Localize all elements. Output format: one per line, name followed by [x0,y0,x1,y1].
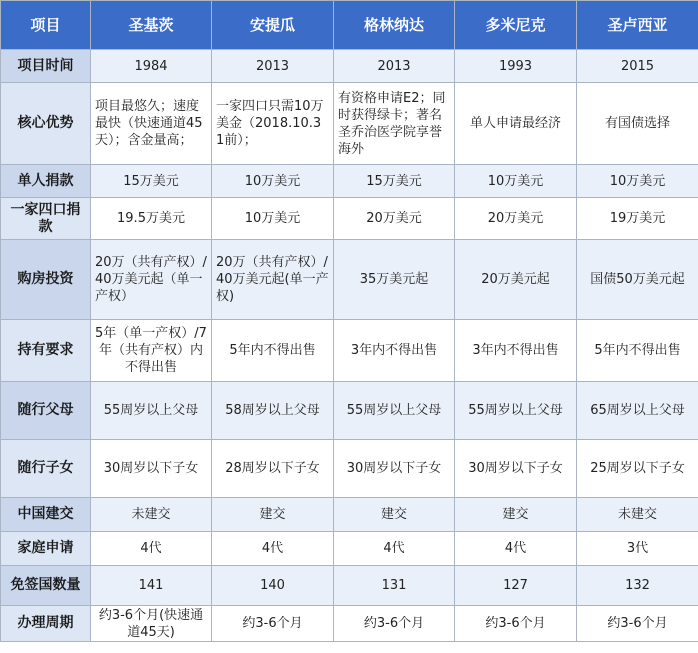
table-cell: 2015 [577,50,698,83]
row-label: 购房投资 [1,240,91,320]
header-cell-grenada: 格林纳达 [334,1,455,50]
row-label: 持有要求 [1,320,91,382]
table-cell: 25周岁以下子女 [577,440,698,498]
table-cell: 约3-6个月 [334,606,455,642]
table-row [1,240,698,320]
table-cell: 132 [577,566,698,606]
row-label: 随行父母 [1,382,91,440]
table-cell: 10万美元 [212,198,334,240]
row-label: 项目时间 [1,50,91,83]
row-label: 随行子女 [1,440,91,498]
table-cell: 20万美元起 [455,240,577,320]
row-label: 一家四口捐款 [1,198,91,240]
table-cell: 35万美元起 [334,240,455,320]
table-cell: 5年内不得出售 [577,320,698,382]
table-cell: 55周岁以上父母 [455,382,577,440]
table-cell: 约3-6个月 [577,606,698,642]
table-cell: 15万美元 [334,165,455,198]
table-cell: 1984 [91,50,212,83]
table-cell: 4代 [91,532,212,566]
table-cell: 10万美元 [212,165,334,198]
row-label: 核心优势 [1,83,91,165]
table-cell: 约3-6个月 [455,606,577,642]
table-cell: 28周岁以下子女 [212,440,334,498]
table-cell: 2013 [212,50,334,83]
row-label: 家庭申请 [1,532,91,566]
table-cell: 141 [91,566,212,606]
header-cell-st-kitts: 圣基茨 [91,1,212,50]
row-label: 免签国数量 [1,566,91,606]
table-row [1,83,698,165]
table-cell: 有国债选择 [577,83,698,165]
table-cell: 58周岁以上父母 [212,382,334,440]
table-cell: 30周岁以下子女 [334,440,455,498]
table-cell: 10万美元 [455,165,577,198]
table-cell: 5年内不得出售 [212,320,334,382]
table-cell: 国债50万美元起 [577,240,698,320]
table-row [1,50,698,83]
table-cell: 10万美元 [577,165,698,198]
table-cell: 建交 [455,498,577,532]
table-row [1,198,698,240]
table-cell: 约3-6个月 [212,606,334,642]
table-cell: 未建交 [577,498,698,532]
table-row [1,606,698,642]
table-cell: 19万美元 [577,198,698,240]
table-cell: 单人申请最经济 [455,83,577,165]
table-cell: 30周岁以下子女 [455,440,577,498]
table-row [1,566,698,606]
table-cell: 20万（共有产权）/40万美元起(单一产权) [212,240,334,320]
header-cell-item: 项目 [1,1,91,50]
table-cell: 140 [212,566,334,606]
table-cell: 建交 [334,498,455,532]
table-cell: 项目最悠久；速度最快（快速通道45天）；含金量高； [91,83,212,165]
table-cell: 4代 [212,532,334,566]
table-row [1,320,698,382]
header-row [1,1,698,50]
table-cell: 20万（共有产权）/40万美元起（单一产权） [91,240,212,320]
table-cell: 建交 [212,498,334,532]
table-cell: 65周岁以上父母 [577,382,698,440]
table-cell: 3年内不得出售 [455,320,577,382]
header-cell-st-lucia: 圣卢西亚 [577,1,698,50]
table-cell: 5年（单一产权）/7年（共有产权）内不得出售 [91,320,212,382]
table-cell: 有资格申请E2；同时获得绿卡；著名圣乔治医学院享誉海外 [334,83,455,165]
table-cell: 30周岁以下子女 [91,440,212,498]
row-label: 单人捐款 [1,165,91,198]
table-row [1,165,698,198]
table-cell: 4代 [334,532,455,566]
table-cell: 20万美元 [334,198,455,240]
header-cell-antigua: 安提瓜 [212,1,334,50]
table-cell: 一家四口只需10万美金（2018.10.31前）； [212,83,334,165]
table-cell: 未建交 [91,498,212,532]
table-row [1,498,698,532]
table-row [1,532,698,566]
table-row [1,382,698,440]
table-cell: 4代 [455,532,577,566]
table-cell: 约3-6个月(快速通道45天) [91,606,212,642]
table-cell: 55周岁以上父母 [91,382,212,440]
table-row [1,440,698,498]
table-cell: 55周岁以上父母 [334,382,455,440]
table-cell: 20万美元 [455,198,577,240]
table-cell: 2013 [334,50,455,83]
header-cell-dominica: 多米尼克 [455,1,577,50]
row-label: 办理周期 [1,606,91,642]
table-cell: 1993 [455,50,577,83]
table-cell: 131 [334,566,455,606]
row-label: 中国建交 [1,498,91,532]
table-cell: 19.5万美元 [91,198,212,240]
table-cell: 3年内不得出售 [334,320,455,382]
table-cell: 3代 [577,532,698,566]
table-cell: 15万美元 [91,165,212,198]
table-cell: 127 [455,566,577,606]
